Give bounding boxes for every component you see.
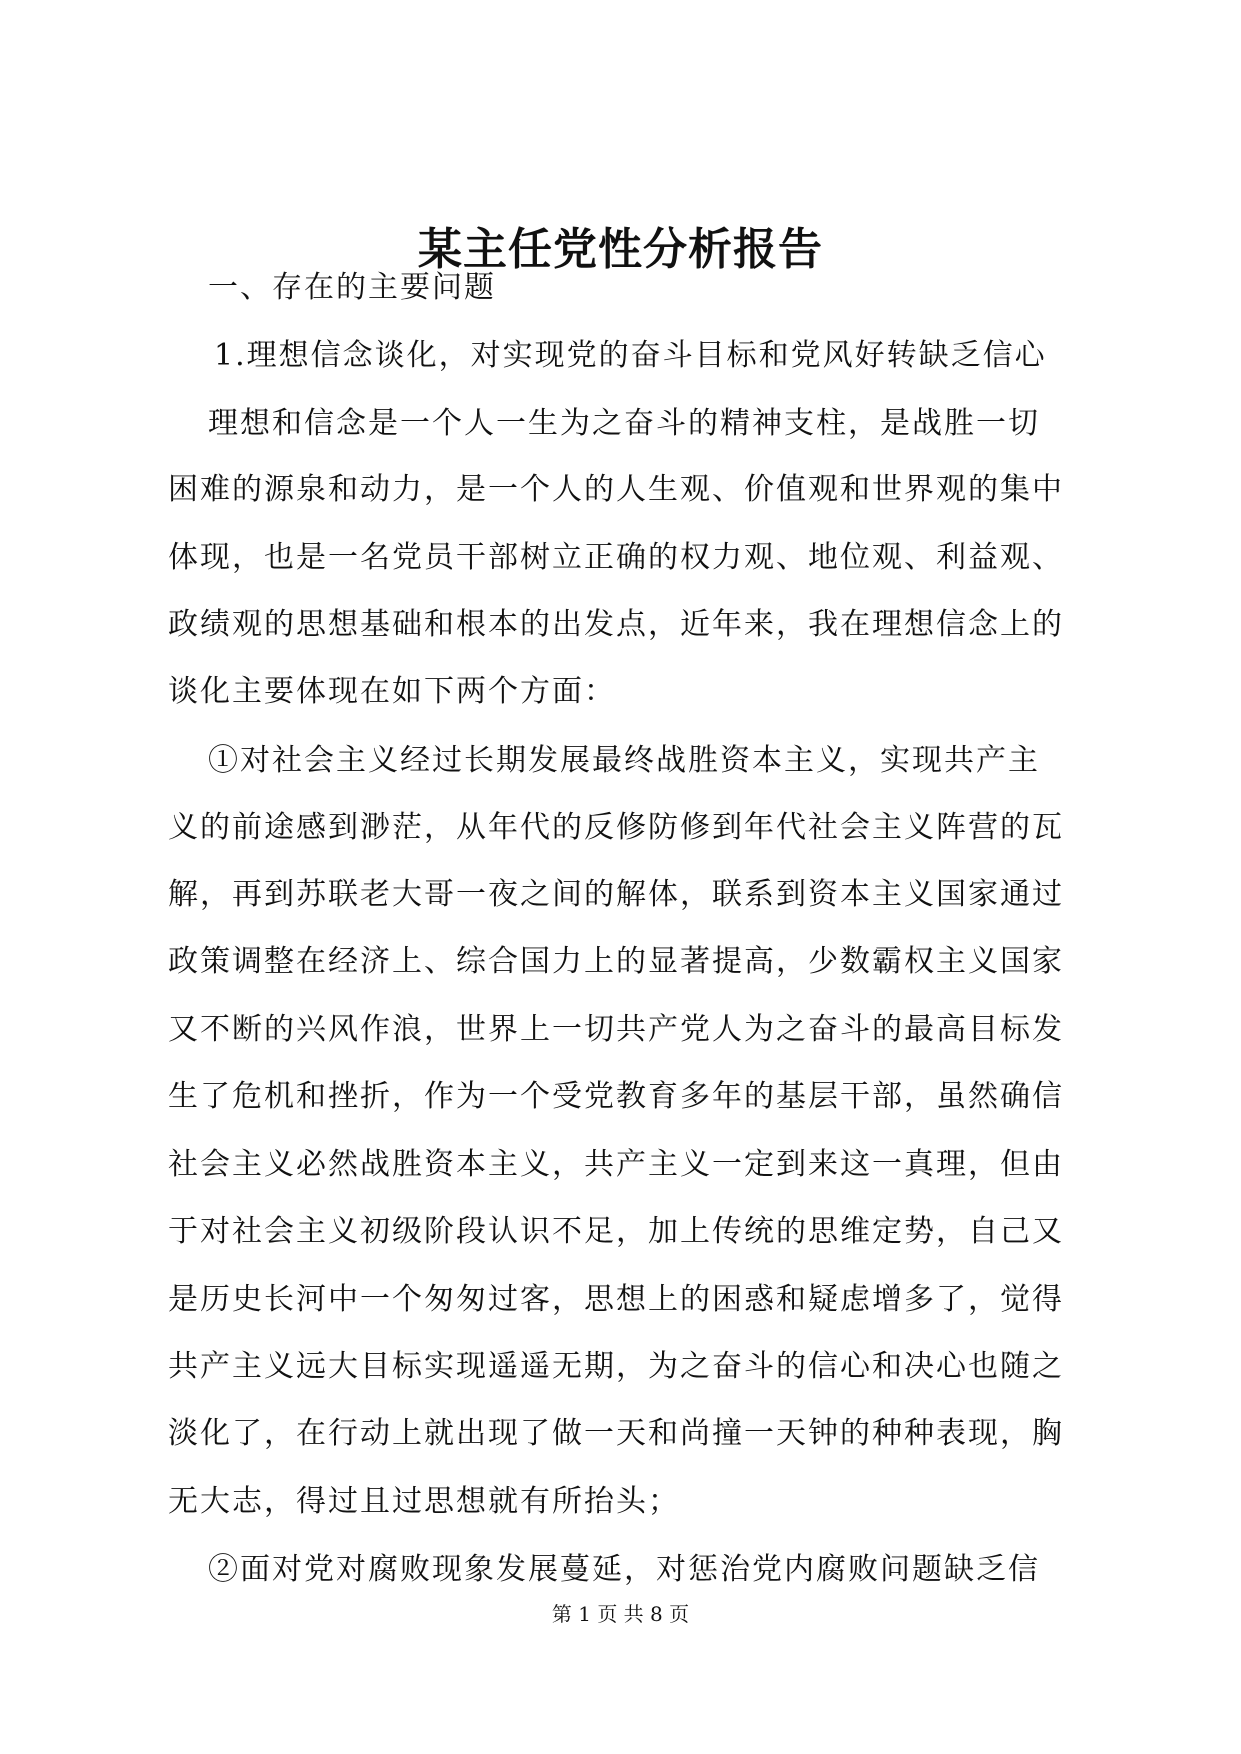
paragraph-line: 解，再到苏联老大哥一夜之间的解体，联系到资本主义国家通过 <box>168 877 1064 912</box>
paragraph-line: 政绩观的思想基础和根本的出发点，近年来，我在理想信念上的 <box>168 607 1064 642</box>
paragraph-line: 理想和信念是一个人一生为之奋斗的精神支柱，是战胜一切 <box>208 406 1040 441</box>
paragraph-line: 谈化主要体现在如下两个方面： <box>168 674 616 709</box>
paragraph-line: 困难的源泉和动力，是一个人的人生观、价值观和世界观的集中 <box>168 472 1064 507</box>
section-heading: 一、存在的主要问题 <box>208 270 496 305</box>
paragraph-line: 生了危机和挫折，作为一个受党教育多年的基层干部，虽然确信 <box>168 1079 1064 1114</box>
paragraph-line: 于对社会主义初级阶段认识不足，加上传统的思维定势，自己又 <box>168 1214 1064 1249</box>
paragraph-line: 淡化了，在行动上就出现了做一天和尚撞一天钟的种种表现，胸 <box>168 1416 1064 1451</box>
paragraph-line: 共产主义远大目标实现遥遥无期，为之奋斗的信心和决心也随之 <box>168 1349 1064 1384</box>
paragraph-line: 社会主义必然战胜资本主义，共产主义一定到来这一真理，但由 <box>168 1147 1064 1182</box>
paragraph-line: ①对社会主义经过长期发展最终战胜资本主义，实现共产主 <box>208 743 1040 778</box>
paragraph-line: 是历史长河中一个匆匆过客，思想上的困惑和疑虑增多了，觉得 <box>168 1282 1064 1317</box>
paragraph-line: 又不断的兴风作浪，世界上一切共产党人为之奋斗的最高目标发 <box>168 1012 1064 1047</box>
paragraph-line: 无大志，得过且过思想就有所抬头； <box>168 1484 680 1519</box>
document-title: 某主任党性分析报告 <box>418 224 823 275</box>
page-number-footer: 第 1 页 共 8 页 <box>551 1602 690 1626</box>
paragraph-line: 政策调整在经济上、综合国力上的显著提高，少数霸权主义国家 <box>168 944 1064 979</box>
paragraph-line: 体现，也是一名党员干部树立正确的权力观、地位观、利益观、 <box>168 540 1064 575</box>
paragraph-line: ②面对党对腐败现象发展蔓延，对惩治党内腐败问题缺乏信 <box>208 1552 1040 1587</box>
subsection-heading: 1.理想信念谈化，对实现党的奋斗目标和党风好转缺乏信心 <box>214 338 1047 373</box>
paragraph-line: 义的前途感到渺茫，从年代的反修防修到年代社会主义阵营的瓦 <box>168 810 1064 845</box>
